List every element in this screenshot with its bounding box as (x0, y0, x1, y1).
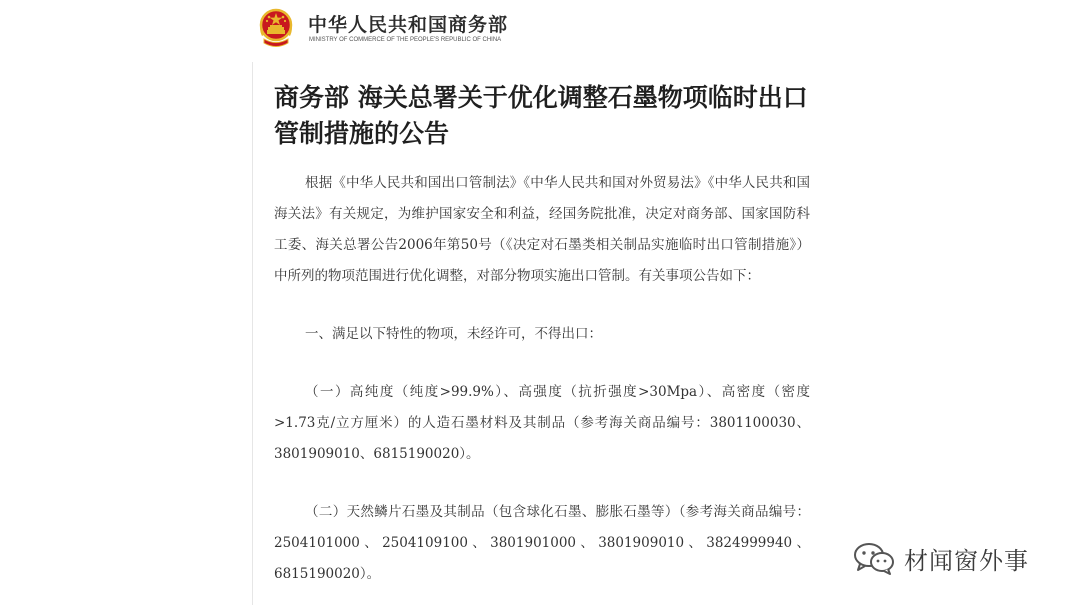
watermark-text: 材闻窗外事 (904, 546, 1029, 575)
site-header (258, 6, 818, 52)
intro-paragraph: 根据《中华人民共和国出口管制法》《中华人民共和国对外贸易法》《中华人民共和国海关法》有关规定，为维护国家安全和利益，经国务院批准，决定对商务部、国家国防科工委、海关总署公告2006年第50号（《决定对石墨类相关制品实施临时出口管制措施》）中所列的物项范围进行优化调整，对部分物项实施出口管制。有关事项公告如下： (274, 175, 810, 284)
national-emblem-icon (258, 6, 294, 50)
wechat-watermark (852, 540, 1029, 576)
item-paragraph: （一）高纯度（纯度>99.9%）、高强度（抗折强度>30Mpa）、高密度（密度>1.73克/立方厘米）的人造石墨材料及其制品（参考海关商品编号：3801100030、3801909010、6815190020）。 (274, 384, 810, 462)
ministry-name: 中华人民共和国商务部 (308, 14, 509, 36)
content-left-border (252, 62, 253, 605)
article-title: 商务部 海关总署关于优化调整石墨物项临时出口管制措施的公告 (274, 83, 808, 148)
item-paragraph: （二）天然鳞片石墨及其制品（包含球化石墨、膨胀石墨等）（参考海关商品编号：2504101000、2504109100、3801901000、3801909010、3824999940、6815190020）。 (274, 504, 810, 582)
article-body (274, 168, 810, 590)
wechat-icon (852, 541, 896, 575)
ministry-name-english: MINISTRY OF COMMERCE OF THE PEOPLE'S REPUBLIC OF CHINA (309, 37, 502, 43)
section-heading: 一、满足以下特性的物项，未经许可，不得出口： (305, 326, 603, 342)
